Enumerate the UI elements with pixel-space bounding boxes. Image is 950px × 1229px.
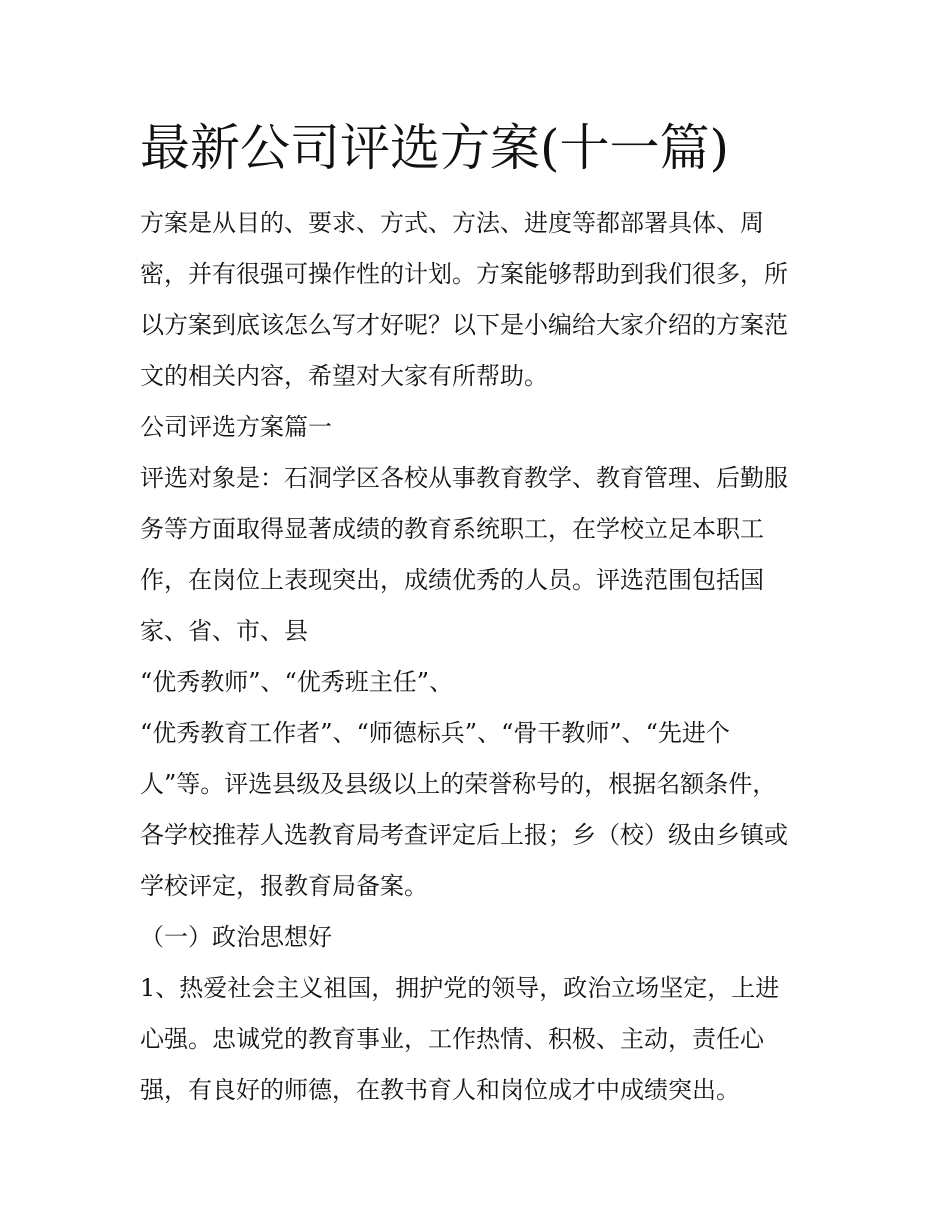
body-line: 务等方面取得显著成绩的教育系统职工，在学校立足本职工 — [140, 515, 764, 543]
body-line: 以方案到底该怎么写才好呢？以下是小编给大家介绍的方案范 — [140, 311, 788, 339]
body-line: 心强。忠诚党的教育事业，工作热情、积极、主动，责任心 — [140, 1025, 764, 1053]
body-line: 方案是从目的、要求、方式、方法、进度等都部署具体、周 — [140, 209, 764, 237]
body-line: 1、热爱社会主义祖国，拥护党的领导，政治立场坚定，上进 — [140, 974, 780, 1002]
body-line: 学校评定，报教育局备案。 — [140, 872, 428, 900]
body-line: 人”等。评选县级及县级以上的荣誉称号的，根据名额条件， — [140, 770, 777, 798]
body-line: “优秀教育工作者”、“师德标兵”、“骨干教师”、“先进个 — [140, 719, 730, 747]
body-line: 强，有良好的师德，在教书育人和岗位成才中成绩突出。 — [140, 1076, 740, 1104]
body-line: 各学校推荐人选教育局考查评定后上报；乡（校）级由乡镇或 — [140, 821, 788, 849]
document-title: 最新公司评选方案(十一篇) — [140, 119, 730, 177]
body-line: 密，并有很强可操作性的计划。方案能够帮助到我们很多，所 — [140, 260, 788, 288]
body-line: 作，在岗位上表现突出，成绩优秀的人员。评选范围包括国 — [140, 566, 764, 594]
body-line: 评选对象是：石洞学区各校从事教育教学、教育管理、后勤服 — [140, 464, 788, 492]
subsection-heading: （一）政治思想好 — [140, 923, 332, 951]
section-heading: 公司评选方案篇一 — [140, 413, 332, 441]
body-line: 文的相关内容，希望对大家有所帮助。 — [140, 362, 548, 390]
body-line: 家、省、市、县 — [140, 617, 308, 645]
body-line: “优秀教师”、“优秀班主任”、 — [140, 668, 454, 696]
